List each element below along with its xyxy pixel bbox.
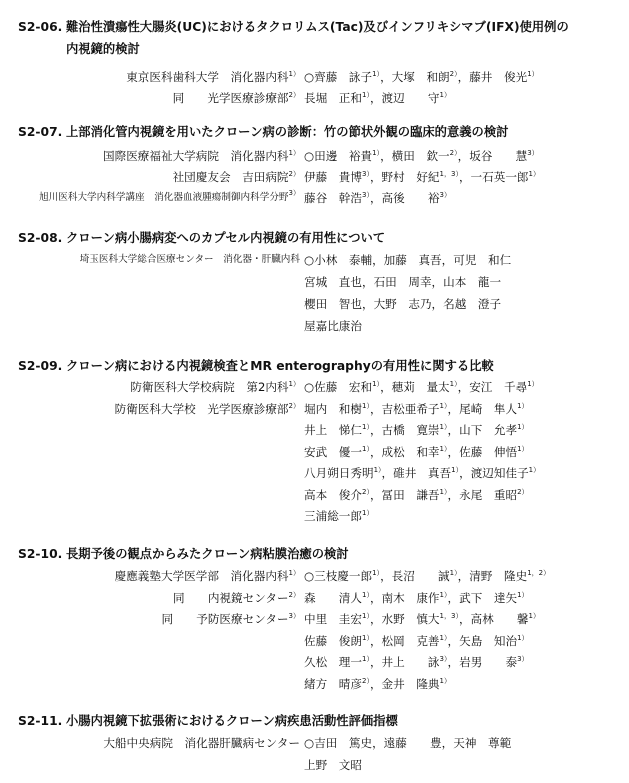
author-name: ，佐藤 伸悟 (447, 444, 518, 459)
abstract-title (18, 17, 569, 37)
author-name: 長堀 正和 (304, 91, 362, 105)
affiliation-marker: 2） (288, 170, 300, 178)
affiliation-name: 慶應義塾大学医学部 消化器内科 (114, 569, 289, 583)
affiliation-marker: 3） (288, 189, 300, 197)
abstract-title-text: クローン病小腸病変へのカプセル内視鏡の有用性について (66, 231, 386, 245)
author-name: 八月朔日秀明 (304, 466, 374, 480)
author-affiliation-marker: 1） (517, 423, 529, 431)
author-affiliation-marker: 1，2） (527, 569, 551, 577)
author-affiliation-marker: 1） (528, 612, 540, 620)
author-name: ，岩男 泰 (447, 655, 518, 669)
author-affiliation-marker: 1） (372, 149, 381, 157)
author-name: ○小林 泰輔，加藤 真吾，可児 和仁 (304, 253, 512, 267)
author-affiliation-marker: 1） (528, 466, 541, 474)
affiliation-marker: 2） (288, 401, 300, 410)
author-affiliation-marker: 1） (517, 633, 529, 642)
author-name: ，長沼 誠 (380, 569, 450, 583)
author-name: ，矢島 知治 (447, 633, 518, 648)
affiliation-name: 国際医療福祉大学病院 消化器内科 (103, 149, 289, 163)
author-line (304, 377, 539, 397)
affiliation (103, 733, 300, 753)
author-line (304, 506, 373, 526)
affiliation (161, 609, 300, 629)
author-line (304, 67, 539, 87)
author-name: 緒方 晴彦 (304, 676, 362, 691)
abstract-title-continued: 内視鏡的検討 (66, 42, 140, 56)
author-name: ，一石英一郎 (458, 170, 529, 184)
author-affiliation-marker: 1） (361, 612, 370, 620)
author-affiliation-marker: 1） (361, 655, 370, 663)
abstract-code: S2-08. (18, 231, 63, 245)
author-name: ○田邊 裕貴 (304, 149, 373, 163)
author-name: ，永尾 重昭 (447, 487, 518, 502)
abstract-title-text: 上部消化管内視鏡を用いたクローン病の診断：竹の節状外観の臨床的意義の検討 (66, 125, 509, 139)
author-name: ，冨田 謙吾 (369, 487, 440, 502)
affiliation (115, 566, 300, 586)
author-line (304, 485, 529, 505)
author-affiliation-marker: 2） (361, 487, 370, 496)
author-name: ，藤井 俊光 (457, 70, 528, 84)
author-name: 伊藤 貴博 (304, 170, 362, 184)
author-affiliation-marker: 1） (361, 444, 370, 453)
author-name: 屋嘉比康治 (304, 319, 362, 333)
author-name: 井上 悌仁 (304, 423, 362, 437)
author-name: 堀内 和樹 (304, 401, 362, 416)
author-name: ，井上 詠 (369, 655, 440, 669)
author-line (304, 733, 511, 753)
affiliation-name: 埼玉医科大学総合医療センター 消化器・肝臓内科 (79, 254, 300, 265)
author-line (304, 188, 451, 208)
author-line (304, 167, 540, 187)
author-affiliation-marker: 1） (439, 91, 451, 99)
abstract-code: S2-11. (18, 714, 63, 728)
author-affiliation-marker: 1） (439, 444, 448, 453)
author-line (304, 631, 529, 651)
author-affiliation-marker: 1） (517, 444, 529, 453)
abstract-title (18, 228, 385, 248)
author-name: ，穂苅 量太 (380, 380, 450, 394)
author-name: ，安江 千尋 (457, 380, 528, 394)
author-line (304, 250, 511, 270)
abstract-code: S2-09. (18, 359, 63, 373)
affiliation (115, 399, 300, 419)
affiliation-name: 大船中央病院 消化器肝臓病センター (103, 736, 300, 750)
author-name: 藤谷 幹浩 (304, 191, 362, 205)
author-name: ，南木 康作 (369, 590, 440, 605)
author-name: ○齊藤 詠子 (304, 70, 373, 84)
abstract-title-text: クローン病における内視鏡検査とMR enterographyの有用性に関する比較 (66, 359, 494, 373)
author-name: 安武 優一 (304, 444, 362, 459)
affiliation-marker: 1） (288, 380, 300, 388)
author-name: ○佐藤 宏和 (304, 380, 373, 394)
author-name: 上野 文昭 (304, 758, 362, 772)
author-name: 三浦総一郎 (304, 509, 362, 523)
affiliation-name: 防衛医科大学校病院 第2内科 (130, 380, 289, 394)
author-line (304, 652, 529, 672)
author-name: ，坂谷 慧 (457, 149, 528, 163)
author-affiliation-marker: 1） (451, 466, 460, 474)
author-name: ，水野 慎大 (369, 612, 440, 626)
author-affiliation-marker: 1） (528, 170, 540, 178)
affiliation (173, 88, 300, 108)
author-affiliation-marker: 1） (439, 401, 448, 410)
author-line (304, 420, 529, 440)
abstract-title (18, 711, 398, 731)
author-affiliation-marker: 1） (517, 401, 529, 410)
author-affiliation-marker: 1） (372, 380, 381, 388)
affiliation-name: 旭川医科大学内科学講座 消化器血液腫瘍制御内科学分野 (39, 192, 289, 203)
affiliation (80, 250, 300, 270)
author-name: ，成松 和幸 (369, 444, 440, 459)
abstract-title-text: 難治性潰瘍性大腸炎(UC)におけるタクロリムス(Tac)及びインフリキシマブ(IFX)使用例の (66, 20, 569, 34)
author-affiliation-marker: 1，3） (439, 170, 459, 178)
author-affiliation-marker: 1） (439, 487, 448, 496)
author-name: ，尾崎 隼人 (447, 401, 518, 416)
author-affiliation-marker: 3） (527, 149, 539, 157)
author-name: ，渡辺知佳子 (459, 466, 529, 480)
author-affiliation-marker: 1） (372, 569, 381, 577)
author-affiliation-marker: 1） (449, 380, 458, 388)
author-line (304, 566, 550, 586)
affiliation-name: 社団慶友会 吉田病院 (172, 170, 289, 184)
author-name: 櫻田 智也，大野 志乃，名越 澄子 (304, 297, 502, 311)
abstract-title (18, 544, 349, 564)
author-affiliation-marker: 1） (361, 401, 370, 410)
author-line (304, 588, 529, 608)
author-line (304, 674, 451, 694)
abstract-code: S2-06. (18, 20, 63, 34)
abstract-code: S2-07. (18, 125, 63, 139)
author-name: 佐藤 俊朗 (304, 633, 362, 648)
author-name: ○三枝慶一郎 (304, 569, 373, 583)
author-line (304, 316, 362, 336)
author-name: ，金井 隆典 (369, 676, 440, 691)
author-line (304, 442, 529, 462)
author-name: ，吉松亜希子 (369, 401, 440, 416)
author-name: ，古橋 寛崇 (369, 423, 440, 437)
author-affiliation-marker: 1） (361, 423, 370, 431)
author-name: ，渡辺 守 (369, 91, 440, 105)
affiliation-marker: 3） (288, 612, 300, 620)
author-name: ，横田 欽一 (380, 149, 450, 163)
abstract-title (18, 122, 508, 142)
author-name: ，清野 隆史 (457, 569, 528, 583)
author-affiliation-marker: 1） (361, 509, 374, 517)
author-affiliation-marker: 1） (527, 380, 539, 388)
author-affiliation-marker: 1） (439, 633, 448, 642)
abstract-code: S2-10. (18, 547, 63, 561)
author-affiliation-marker: 1） (361, 633, 370, 642)
abstract-title-text: 小腸内視鏡下拡張術におけるクローン病疾患活動性評価指標 (66, 714, 398, 728)
author-affiliation-marker: 1） (517, 590, 529, 599)
affiliation-name: 東京医科歯科大学 消化器内科 (126, 70, 289, 84)
affiliation (130, 377, 300, 397)
author-name: ，武下 達矢 (447, 590, 518, 605)
affiliation (173, 167, 300, 187)
author-affiliation-marker: 1） (527, 70, 539, 78)
author-name: ，大塚 和朗 (380, 70, 450, 84)
author-line (304, 146, 539, 166)
author-affiliation-marker: 3） (361, 170, 370, 178)
affiliation (39, 188, 300, 208)
affiliation (103, 146, 300, 166)
author-name: ，碓井 真吾 (381, 466, 452, 480)
author-affiliation-marker: 3） (439, 191, 451, 199)
author-name: ，高林 馨 (458, 612, 529, 626)
author-affiliation-marker: 2） (361, 676, 370, 685)
author-affiliation-marker: 1） (373, 466, 382, 474)
author-line (304, 294, 501, 314)
author-affiliation-marker: 3） (517, 655, 529, 663)
author-affiliation-marker: 1） (439, 423, 448, 431)
author-name: 久松 理一 (304, 655, 362, 669)
author-name: 宮城 直也，石田 周幸，山本 龍一 (304, 275, 502, 289)
author-line (304, 755, 362, 775)
author-affiliation-marker: 1） (439, 676, 451, 685)
author-name: ○吉田 篤史，遠藤 豊，天神 尊範 (304, 736, 512, 750)
affiliation-name: 同 光学医療診療部 (172, 91, 289, 105)
affiliation (173, 588, 300, 608)
author-affiliation-marker: 3） (439, 655, 448, 663)
abstract-title-text: 長期予後の観点からみたクローン病粘膜治癒の検討 (66, 547, 349, 561)
author-affiliation-marker: 1） (439, 590, 448, 599)
author-affiliation-marker: 1） (449, 569, 458, 577)
affiliation-marker: 1） (288, 70, 300, 78)
affiliation-marker: 2） (288, 91, 300, 99)
author-name: 森 清人 (304, 590, 362, 605)
author-line (304, 463, 540, 483)
author-name: 中里 圭宏 (304, 612, 362, 626)
author-affiliation-marker: 2） (517, 487, 529, 496)
author-line (304, 609, 540, 629)
author-affiliation-marker: 1，3） (439, 612, 459, 620)
author-affiliation-marker: 1） (372, 70, 381, 78)
author-affiliation-marker: 1） (361, 91, 370, 99)
author-line (304, 399, 529, 419)
affiliation-marker: 2） (288, 590, 300, 599)
affiliation-name: 同 内視鏡センター (173, 590, 289, 605)
author-name: ，松岡 克善 (369, 633, 440, 648)
author-name: ，野村 好紀 (369, 170, 440, 184)
affiliation (126, 67, 300, 87)
author-name: 高本 俊介 (304, 487, 362, 502)
affiliation-marker: 1） (288, 149, 300, 157)
author-name: ，山下 允孝 (447, 423, 518, 437)
author-line (304, 272, 501, 292)
author-line (304, 88, 451, 108)
affiliation-marker: 1） (288, 569, 300, 577)
author-affiliation-marker: 2） (449, 70, 458, 78)
author-affiliation-marker: 3） (361, 191, 370, 199)
author-name: ，高後 裕 (369, 191, 440, 205)
author-affiliation-marker: 2） (449, 149, 458, 157)
author-affiliation-marker: 1） (361, 590, 370, 599)
abstract-title (18, 356, 494, 376)
affiliation-name: 同 予防医療センター (161, 612, 289, 626)
affiliation-name: 防衛医科大学校 光学医療診療部 (114, 401, 289, 416)
